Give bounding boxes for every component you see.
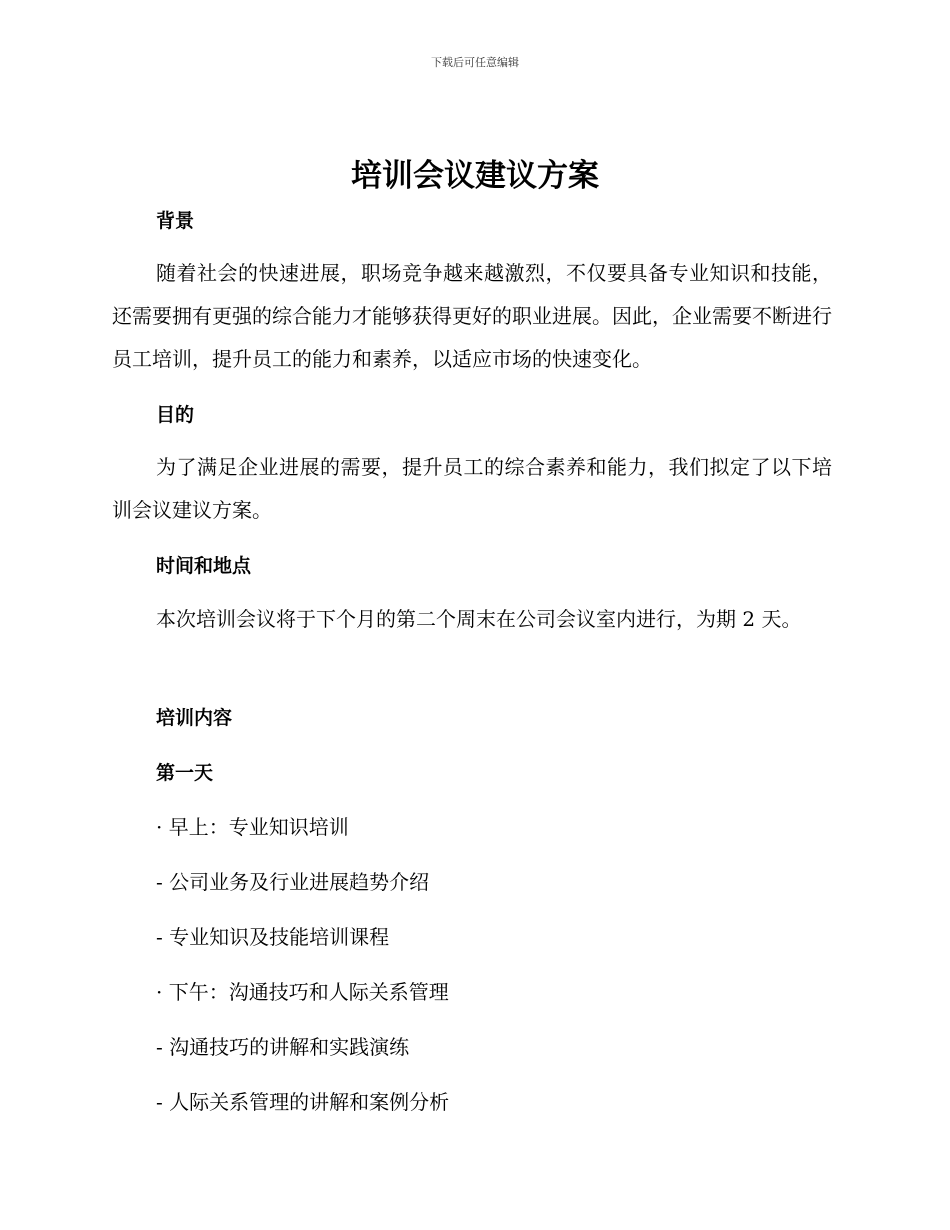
heading-purpose: 目的	[156, 404, 195, 426]
heading-day-one: 第一天	[156, 762, 214, 784]
list-item: - 人际关系管理的讲解和案例分析	[156, 1090, 450, 1114]
paragraph-background: 随着社会的快速进展，职场竞争越来越激烈，不仅要具备专业知识和技能，还需要拥有更强的综合能力才能够获得更好的职业进展。因此，企业需要不断进行员工培训，提升员工的能力和素养，以适应市场的快速变化。	[112, 261, 832, 371]
paragraph-purpose: 为了满足企业进展的需要，提升员工的综合素养和能力，我们拟定了以下培训会议建议方案。	[112, 455, 832, 522]
list-item: · 早上：专业知识培训	[156, 815, 349, 839]
heading-content: 培训内容	[156, 707, 233, 729]
list-item: - 公司业务及行业进展趋势介绍	[156, 870, 430, 894]
heading-time-place: 时间和地点	[156, 555, 252, 577]
list-item: - 专业知识及技能培训课程	[156, 925, 390, 949]
paragraph-time-place: 本次培训会议将于下个月的第二个周末在公司会议室内进行，为期 2 天。	[156, 607, 802, 631]
list-item: - 沟通技巧的讲解和实践演练	[156, 1035, 410, 1059]
header-note: 下载后可任意编辑	[431, 56, 519, 69]
list-item: · 下午：沟通技巧和人际关系管理	[156, 980, 449, 1004]
document-title: 培训会议建议方案	[351, 158, 599, 194]
heading-background: 背景	[156, 210, 195, 232]
